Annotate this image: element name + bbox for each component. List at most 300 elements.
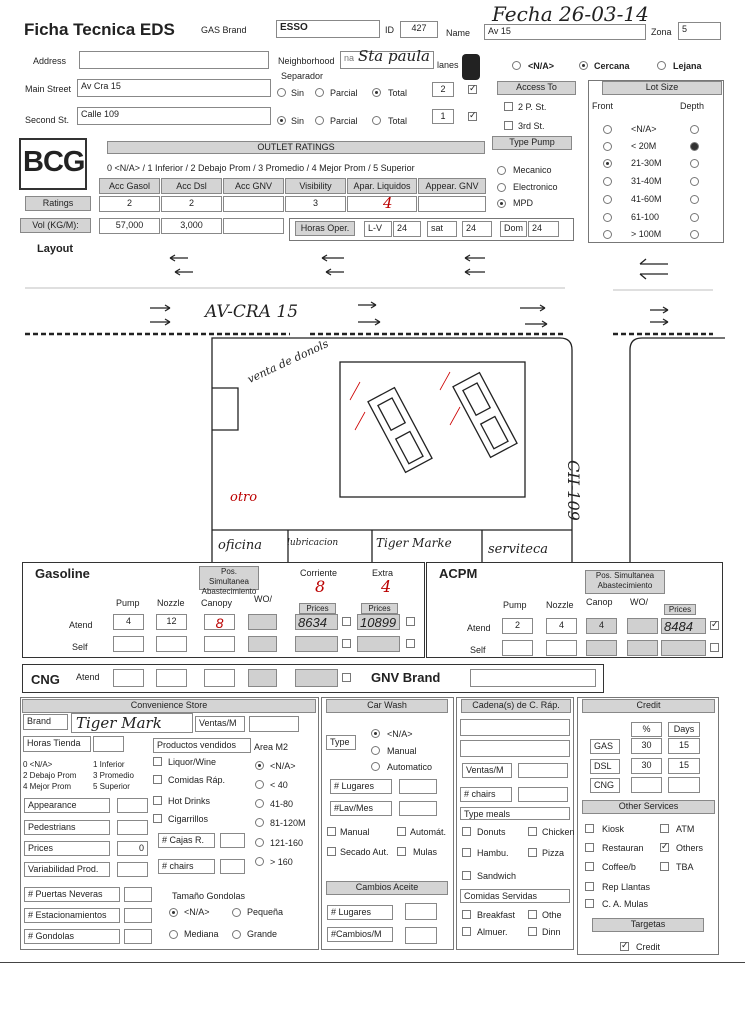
vol-acc-gasol[interactable]: 57,000 [99, 218, 160, 234]
carwash-secado-label: Secado Aut. [340, 847, 389, 857]
lot-depth-radio[interactable] [690, 213, 699, 222]
pump-mecanico-label: Mecanico [513, 165, 552, 175]
cadena-header: Cadena(s) de C. Ráp. [461, 699, 571, 713]
carwash-na-radio[interactable] [371, 729, 380, 738]
tamano-grande-label: Grande [247, 929, 278, 939]
acpm-pump-field[interactable]: 2 [502, 618, 533, 634]
lot-option-label: 31-40M [631, 176, 662, 186]
gasoline-atend-label: Atend [69, 620, 93, 630]
col-appear-gnv: Appear. GNV [418, 178, 486, 194]
store-chairs-field[interactable] [220, 859, 245, 874]
separador-main-total-radio[interactable] [372, 88, 381, 97]
col-acc-gasol: Acc Gasol [99, 178, 160, 194]
sandwich-checkbox[interactable] [462, 871, 471, 880]
carwash-type-label: Type [326, 735, 356, 750]
acpm-wo-label: WO/ [630, 597, 648, 607]
lanes-label: lanes [437, 60, 459, 70]
cigarrillos-label: Cigarrillos [168, 814, 209, 824]
tba-checkbox[interactable] [660, 862, 669, 871]
gasoline-corriente-checkbox[interactable] [342, 617, 351, 626]
handwritten-date: Fecha 26-03-14 [492, 2, 649, 26]
other-services-header: Other Services [582, 800, 715, 814]
access-2p-label: 2 P. St. [518, 102, 547, 112]
gasoline-pump-field[interactable]: 4 [113, 614, 144, 630]
cambios-cambios-field[interactable] [405, 927, 437, 944]
lot-depth-radio[interactable] [690, 159, 699, 168]
lot-depth-radio[interactable] [690, 195, 699, 204]
atm-checkbox[interactable] [660, 824, 669, 833]
cng-checkbox[interactable] [342, 673, 351, 682]
legend-5: 5 Superior [93, 782, 130, 791]
handwritten-venta: venta de donols [245, 337, 331, 386]
estacionamientos-label: # Estacionamientos [24, 908, 120, 923]
others-checkbox[interactable] [660, 843, 669, 852]
gasoline-wo-field[interactable] [248, 614, 277, 630]
rating-acc-gnv[interactable] [223, 196, 284, 212]
acpm-pos-header: Pos. Simultanea Abastecimiento [585, 570, 665, 594]
pizza-label: Pizza [542, 848, 565, 858]
lanes-second-field[interactable]: 1 [432, 109, 454, 124]
lot-size-header: Lot Size [602, 81, 722, 95]
comidas-label: Comidas Ráp. [168, 775, 226, 785]
variabilidad-field[interactable] [117, 862, 148, 877]
gnv-brand-label: GNV Brand [371, 670, 441, 685]
hambu-checkbox[interactable] [462, 848, 471, 857]
comidas-checkbox[interactable] [153, 775, 162, 784]
pedestrians-label: Pedestrians [24, 820, 110, 835]
lanes-main-field[interactable]: 2 [432, 82, 454, 97]
comidas-servidas-label: Comidas Servidas [460, 889, 570, 903]
legend-1: 1 Inferior [93, 760, 125, 769]
legend-2: 2 Debajo Prom [23, 771, 77, 780]
dom-field[interactable]: 24 [528, 221, 559, 237]
targetas-header: Targetas [592, 918, 704, 932]
cng-nozzle-field[interactable] [156, 669, 187, 687]
lv-field[interactable]: 24 [393, 221, 421, 237]
ca-mulas-label: C. A. Mulas [602, 899, 649, 909]
acpm-self-pump[interactable] [502, 640, 533, 656]
acpm-nozzle-field[interactable]: 4 [546, 618, 577, 634]
vol-row-label: Vol (KG/M): [20, 218, 91, 233]
ca-mulas-checkbox[interactable] [585, 899, 594, 908]
cadena-ventas-field[interactable] [518, 763, 568, 778]
bcg-logo: BCG [23, 146, 85, 178]
store-ventas-field[interactable] [249, 716, 299, 732]
dinn-label: Dinn [542, 927, 561, 937]
neveras-label: # Puertas Neveras [24, 887, 120, 902]
cadena-ventas-label: Ventas/M [462, 763, 512, 778]
dinn-checkbox[interactable] [528, 927, 537, 936]
store-ventas-label: Ventas/M [195, 716, 245, 732]
gasoline-canopy-field[interactable]: 8 [204, 614, 235, 630]
credit-gas-label: GAS [590, 739, 620, 754]
tba-label: TBA [676, 862, 694, 872]
area-radio[interactable] [255, 780, 264, 789]
proximity-lejana-radio[interactable] [657, 61, 666, 70]
area-option: 121-160 [270, 838, 304, 848]
name-field[interactable]: Av 15 [484, 24, 646, 40]
coffee-checkbox[interactable] [585, 862, 594, 871]
proximity-na-label: <N/A> [528, 61, 555, 71]
handwritten-otro: otro [230, 490, 258, 505]
cigarrillos-checkbox[interactable] [153, 814, 162, 823]
appearance-field[interactable] [117, 798, 148, 813]
cng-wo-field[interactable] [248, 669, 277, 687]
convenience-store-header: Convenience Store [22, 699, 316, 713]
layout-label: Layout [37, 243, 74, 255]
carwash-lugares-label: # Lugares [330, 779, 392, 794]
cadena-field-1[interactable] [460, 719, 570, 736]
tamano-pequena-label: Pequeña [247, 907, 284, 917]
proximity-na-radio[interactable] [512, 61, 521, 70]
acpm-self-label: Self [470, 645, 486, 655]
prices-field[interactable]: 0 [117, 841, 148, 856]
lot-depth-radio[interactable] [690, 142, 699, 151]
handwritten-apar-rating: 4 [383, 194, 393, 212]
carwash-automat-label: Automát. [410, 827, 447, 837]
rating-acc-gasol[interactable]: 2 [99, 196, 160, 212]
gasoline-nozzle-field[interactable]: 12 [156, 614, 187, 630]
separador-main-sin-radio[interactable] [277, 88, 286, 97]
credit-days-label: Days [668, 722, 700, 737]
gasoline-canopy-label: Canopy [201, 598, 233, 608]
handwritten-street-side: CII-109 [564, 460, 583, 521]
area-radio[interactable] [255, 818, 264, 827]
access-3rd-label: 3rd St. [518, 121, 545, 131]
credit-card-checkbox[interactable] [620, 942, 629, 951]
lot-depth-radio[interactable] [690, 177, 699, 186]
rep-llantas-checkbox[interactable] [585, 882, 594, 891]
carwash-lavmes-field[interactable] [399, 801, 437, 816]
traffic-light-icon [462, 54, 480, 80]
cajas-label: # Cajas R. [158, 833, 215, 848]
credit-dsl-pct[interactable]: 30 [631, 758, 662, 774]
almuer-label: Almuer. [477, 927, 508, 937]
proximity-cercana-label: Cercana [594, 61, 630, 71]
gasoline-self-checkbox-2[interactable] [406, 639, 415, 648]
chicken-checkbox[interactable] [528, 827, 537, 836]
rating-apar-liquidos[interactable] [347, 196, 417, 212]
acpm-wo-field[interactable] [627, 618, 658, 634]
cadena-chairs-field[interactable] [518, 787, 568, 802]
gasoline-self-pump[interactable] [113, 636, 144, 652]
tamano-na-label: <N/A> [184, 907, 210, 917]
store-chairs-label: # chairs [158, 859, 215, 874]
vol-acc-dsl[interactable]: 3,000 [161, 218, 222, 234]
credit-dsl-days[interactable]: 15 [668, 758, 700, 774]
gnv-brand-field[interactable] [470, 669, 596, 687]
ratings-legend: 0 <N/A> / 1 Inferior / 2 Debajo Prom / 3 Promedio / 4 Mejor Prom / 5 Superior [107, 163, 415, 173]
acpm-self-wo[interactable] [627, 640, 658, 656]
address-label: Address [33, 56, 67, 66]
carwash-automat-checkbox[interactable] [397, 827, 406, 836]
kiosk-checkbox[interactable] [585, 824, 594, 833]
gasoline-self-nozzle[interactable] [156, 636, 187, 652]
gasoline-self-canopy[interactable] [204, 636, 235, 652]
atm-label: ATM [676, 824, 695, 834]
address-field[interactable] [79, 51, 269, 69]
gasoline-self-checkbox-1[interactable] [342, 639, 351, 648]
acpm-self-nozzle[interactable] [546, 640, 577, 656]
gasoline-extra-checkbox[interactable] [406, 617, 415, 626]
carwash-lavmes-label: #Lav/Mes [330, 801, 392, 816]
handwritten-corriente: 8 [315, 577, 326, 596]
credit-card-label: Credit [636, 942, 661, 952]
acpm-canop-field[interactable]: 4 [586, 618, 617, 634]
cambios-cambios-label: #Cambios/M [327, 927, 393, 942]
lot-front-radio[interactable] [603, 195, 612, 204]
cng-pump-field[interactable] [113, 669, 144, 687]
separador-second-total-radio[interactable] [372, 116, 381, 125]
sandwich-label: Sandwich [477, 871, 517, 881]
area-option: 81-120M [270, 818, 306, 828]
legend-4: 4 Mejor Prom [23, 782, 72, 791]
area-option: <N/A> [270, 761, 296, 771]
access-2p-checkbox[interactable] [504, 102, 513, 111]
separador-second-sin-radio[interactable] [277, 116, 286, 125]
productos-vendidos-label: Productos vendidos [153, 738, 251, 753]
area-radio[interactable] [255, 761, 264, 770]
handwritten-extra: 4 [381, 577, 392, 596]
store-brand-label: Brand [23, 714, 68, 730]
outlet-ratings-header: OUTLET RATINGS [107, 141, 485, 154]
gasoline-self-price-2[interactable] [357, 636, 400, 652]
pump-electronico-radio[interactable] [497, 183, 506, 192]
legend-3: 3 Promedio [93, 771, 134, 780]
gasoline-prices-header-2: Prices [361, 603, 398, 614]
id-field[interactable]: 427 [400, 21, 438, 38]
col-apar-liquidos: Apar. Liquidos [347, 178, 417, 194]
layout-sketch [20, 250, 725, 570]
second-street-field[interactable]: Calle 109 [77, 107, 271, 125]
col-acc-dsl: Acc Dsl [161, 178, 222, 194]
restauran-label: Restauran [602, 843, 644, 853]
tamano-na-radio[interactable] [169, 908, 178, 917]
donuts-checkbox[interactable] [462, 827, 471, 836]
handwritten-tiger: Tiger Marke [376, 536, 452, 550]
handwritten-street-top: AV-CRA 15 [205, 302, 299, 322]
lot-front-radio[interactable] [603, 142, 612, 151]
gasoline-self-label: Self [72, 642, 88, 652]
lv-label: L-V [364, 221, 392, 237]
lot-front-radio[interactable] [603, 177, 612, 186]
cadena-field-2[interactable] [460, 740, 570, 757]
carwash-manual-checkbox[interactable] [327, 827, 336, 836]
cng-price-field[interactable] [295, 669, 338, 687]
parcial-label: Parcial [330, 88, 358, 98]
rating-acc-dsl[interactable]: 2 [161, 196, 222, 212]
liquor-label: Liquor/Wine [168, 757, 217, 767]
carwash-manual-label: Manual [387, 746, 417, 756]
sat-label: sat [427, 221, 457, 237]
acpm-self-canop[interactable] [586, 640, 617, 656]
acpm-canop-label: Canop [586, 597, 613, 607]
credit-gas-pct[interactable]: 30 [631, 738, 662, 754]
prices-label: Prices [24, 841, 110, 856]
cambios-lugares-field[interactable] [405, 903, 437, 920]
credit-cng-days[interactable] [668, 777, 700, 793]
gasoline-nozzle-label: Nozzle [157, 598, 185, 608]
proximity-lejana-label: Lejana [673, 61, 702, 71]
almuer-checkbox[interactable] [462, 927, 471, 936]
area-radio[interactable] [255, 857, 264, 866]
main-street-field[interactable]: Av Cra 15 [77, 79, 271, 97]
lot-front-label: Front [592, 101, 614, 111]
handwritten-serviteca: serviteca [488, 542, 549, 557]
neveras-field[interactable] [124, 887, 152, 902]
lot-option-label: < 20M [631, 141, 657, 151]
credit-cng-pct[interactable] [631, 777, 662, 793]
estacionamientos-field[interactable] [124, 908, 152, 923]
lot-front-radio[interactable] [603, 125, 612, 134]
liquor-checkbox[interactable] [153, 757, 162, 766]
gasoline-prices-header: Prices [299, 603, 336, 614]
rating-appear-gnv[interactable] [418, 196, 486, 212]
carwash-mulas-checkbox[interactable] [397, 847, 406, 856]
type-pump-header: Type Pump [492, 136, 572, 150]
area-option: < 40 [270, 780, 288, 790]
horas-oper-label: Horas Oper. [295, 221, 355, 236]
acpm-title: ACPM [439, 566, 478, 581]
handwritten-oficina: oficina [218, 538, 263, 553]
tamano-label: Tamaño Gondolas [172, 891, 246, 901]
legend-0: 0 <N/A> [23, 760, 53, 769]
ratings-row-label: Ratings [25, 196, 91, 211]
restauran-checkbox[interactable] [585, 843, 594, 852]
tamano-mediana-radio[interactable] [169, 930, 178, 939]
pump-mpd-label: MPD [513, 198, 533, 208]
carwash-auto-radio[interactable] [371, 762, 380, 771]
credit-header: Credit [582, 699, 715, 713]
tamano-pequena-radio[interactable] [232, 908, 241, 917]
credit-pct-label: % [631, 722, 662, 737]
carwash-secado-checkbox[interactable] [327, 847, 336, 856]
credit-cng-label: CNG [590, 778, 620, 793]
type-meals-label: Type meals [460, 807, 570, 820]
coffee-label: Coffee/b [602, 862, 636, 872]
credit-gas-days[interactable]: 15 [668, 738, 700, 754]
handwritten-store-brand: Tiger Mark [76, 714, 162, 732]
handwritten-neighborhood: Sta paula [358, 47, 430, 65]
extra-label: Extra [372, 568, 394, 578]
tamano-grande-radio[interactable] [232, 930, 241, 939]
col-visibility: Visibility [285, 178, 346, 194]
total-label: Total [388, 88, 408, 98]
total-label-2: Total [388, 116, 408, 126]
sin-label-2: Sin [291, 116, 305, 126]
lot-depth-radio[interactable] [690, 230, 699, 239]
cajas-field[interactable] [220, 833, 245, 848]
main-street-label: Main Street [25, 84, 72, 94]
acpm-self-price[interactable] [661, 640, 706, 656]
gasoline-price-extra[interactable]: 10899 [357, 614, 400, 630]
carwash-manual2-label: Manual [340, 827, 370, 837]
zona-field[interactable]: 5 [678, 22, 721, 40]
pump-mecanico-radio[interactable] [497, 166, 506, 175]
lot-front-radio[interactable] [603, 230, 612, 239]
parcial-label-2: Parcial [330, 116, 358, 126]
other-meal-checkbox[interactable] [528, 910, 537, 919]
area-radio[interactable] [255, 838, 264, 847]
pump-electronico-label: Electronico [513, 182, 558, 192]
second-street-checkbox[interactable] [468, 112, 477, 121]
hot-drinks-checkbox[interactable] [153, 796, 162, 805]
dom-label: Dom [500, 221, 527, 237]
carwash-auto-label: Automatico [387, 762, 433, 772]
lot-front-radio[interactable] [603, 213, 612, 222]
breakfast-checkbox[interactable] [462, 910, 471, 919]
rating-visibility[interactable]: 3 [285, 196, 346, 212]
lot-option-label: 21-30M [631, 158, 662, 168]
carwash-lugares-field[interactable] [399, 779, 437, 794]
acpm-pump-label: Pump [503, 600, 527, 610]
neighborhood-field[interactable]: na [340, 51, 434, 69]
gasoline-title: Gasoline [35, 566, 90, 581]
area-radio[interactable] [255, 799, 264, 808]
main-street-checkbox[interactable] [468, 85, 477, 94]
gondolas-field[interactable] [124, 929, 152, 944]
separador-main-parcial-radio[interactable] [315, 88, 324, 97]
second-street-label: Second St. [25, 115, 70, 125]
credit-dsl-label: DSL [590, 759, 620, 774]
lot-front-radio[interactable] [603, 159, 612, 168]
store-horas-label: Horas Tienda [23, 736, 91, 752]
acpm-price-field[interactable]: 8484 [661, 618, 706, 634]
cng-title: CNG [31, 672, 60, 687]
gasoline-self-price-1[interactable] [295, 636, 338, 652]
col-acc-gnv: Acc GNV [223, 178, 284, 194]
gasoline-price-corriente[interactable]: 8634 [295, 614, 338, 630]
cng-atend-label: Atend [76, 672, 100, 682]
gasoline-self-wo[interactable] [248, 636, 277, 652]
proximity-cercana-radio[interactable] [579, 61, 588, 70]
gasoline-wo-label: WO/ [254, 594, 272, 604]
page-title: Ficha Tecnica EDS [24, 20, 175, 39]
pump-mpd-radio[interactable] [497, 199, 506, 208]
zona-label: Zona [651, 27, 672, 37]
lot-depth-radio[interactable] [690, 125, 699, 134]
acpm-self-checkbox[interactable] [710, 643, 719, 652]
acpm-price-checkbox[interactable] [710, 621, 719, 630]
separador-label: Separador [281, 71, 324, 81]
gas-brand-field[interactable]: ESSO [276, 20, 380, 38]
area-option: 41-80 [270, 799, 294, 809]
cng-canopy-field[interactable] [204, 669, 235, 687]
separador-second-parcial-radio[interactable] [315, 116, 324, 125]
vol-acc-gnv[interactable] [223, 218, 284, 234]
acpm-atend-label: Atend [467, 623, 491, 633]
access-3rd-checkbox[interactable] [504, 121, 513, 130]
acpm-nozzle-label: Nozzle [546, 600, 574, 610]
gasoline-pump-label: Pump [116, 598, 140, 608]
handwritten-lubricacion: lubricacion [287, 538, 339, 548]
gondolas-label: # Gondolas [24, 929, 120, 944]
pedestrians-field[interactable] [117, 820, 148, 835]
sat-field[interactable]: 24 [462, 221, 492, 237]
cambios-lugares-label: # Lugares [327, 905, 393, 920]
chicken-label: Chicken [542, 827, 575, 837]
store-horas-field[interactable] [93, 736, 124, 752]
carwash-manual-radio[interactable] [371, 746, 380, 755]
hot-drinks-label: Hot Drinks [168, 796, 211, 806]
neighborhood-label: Neighborhood [278, 56, 335, 66]
sin-label: Sin [291, 88, 305, 98]
lot-option-label: > 100M [631, 229, 662, 239]
donuts-label: Donuts [477, 827, 506, 837]
page-bottom-edge [0, 962, 745, 963]
other-meal-label: Othe [542, 910, 562, 920]
pizza-checkbox[interactable] [528, 848, 537, 857]
